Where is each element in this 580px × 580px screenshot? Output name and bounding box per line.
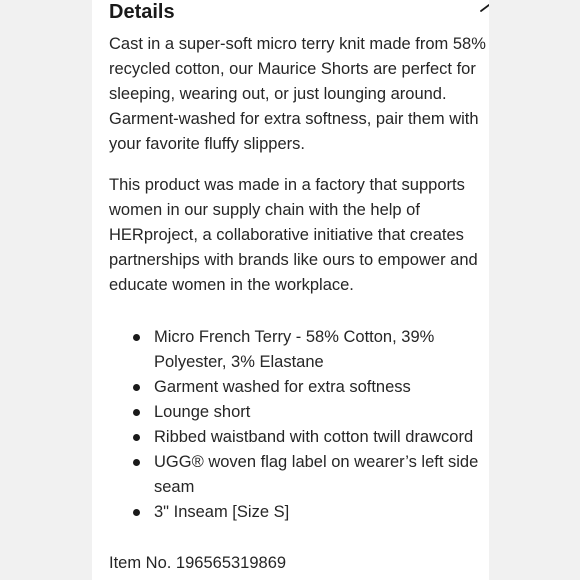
- bullet-icon: [133, 509, 140, 516]
- bullet-icon: [133, 409, 140, 416]
- chevron-up-icon[interactable]: [479, 2, 489, 14]
- list-item: [109, 400, 489, 425]
- list-item: [109, 500, 489, 525]
- section-title: Details: [109, 1, 175, 23]
- feature-list: [109, 325, 489, 525]
- list-item: [109, 375, 489, 400]
- list-item: [109, 425, 489, 450]
- bullet-icon: [133, 334, 140, 341]
- bullet-icon: [133, 384, 140, 391]
- description-paragraph: This product was made in a factory that supports women in our supply chain with the help of HERproject, a collaborative initiative that creates partnerships with brands like ours to empower and educate women in the workplace.: [109, 176, 478, 294]
- bullet-icon: [133, 434, 140, 441]
- feature-text: 3" Inseam [Size S]: [154, 503, 290, 521]
- feature-text: Ribbed waistband with cotton twill drawcord: [154, 428, 474, 446]
- list-item: [109, 450, 489, 500]
- bullet-icon: [133, 459, 140, 466]
- feature-text: UGG® woven flag label on wearer’s left side seam: [154, 453, 479, 496]
- description-paragraph: Cast in a super-soft micro terry knit made from 58% recycled cotton, our Maurice Shorts are perfect for sleeping, wearing out, or just lounging around. Garment-washed for extra softness, pair them with your favorite fluffy slippers.: [109, 35, 486, 153]
- details-header[interactable]: [109, 0, 489, 26]
- feature-text: Lounge short: [154, 403, 251, 421]
- product-details-panel: [92, 0, 489, 580]
- feature-text: Garment washed for extra softness: [154, 378, 411, 396]
- feature-text: Micro French Terry - 58% Cotton, 39% Polyester, 3% Elastane: [154, 328, 435, 371]
- list-item: [109, 325, 489, 375]
- item-number: Item No. 196565319869: [109, 554, 287, 572]
